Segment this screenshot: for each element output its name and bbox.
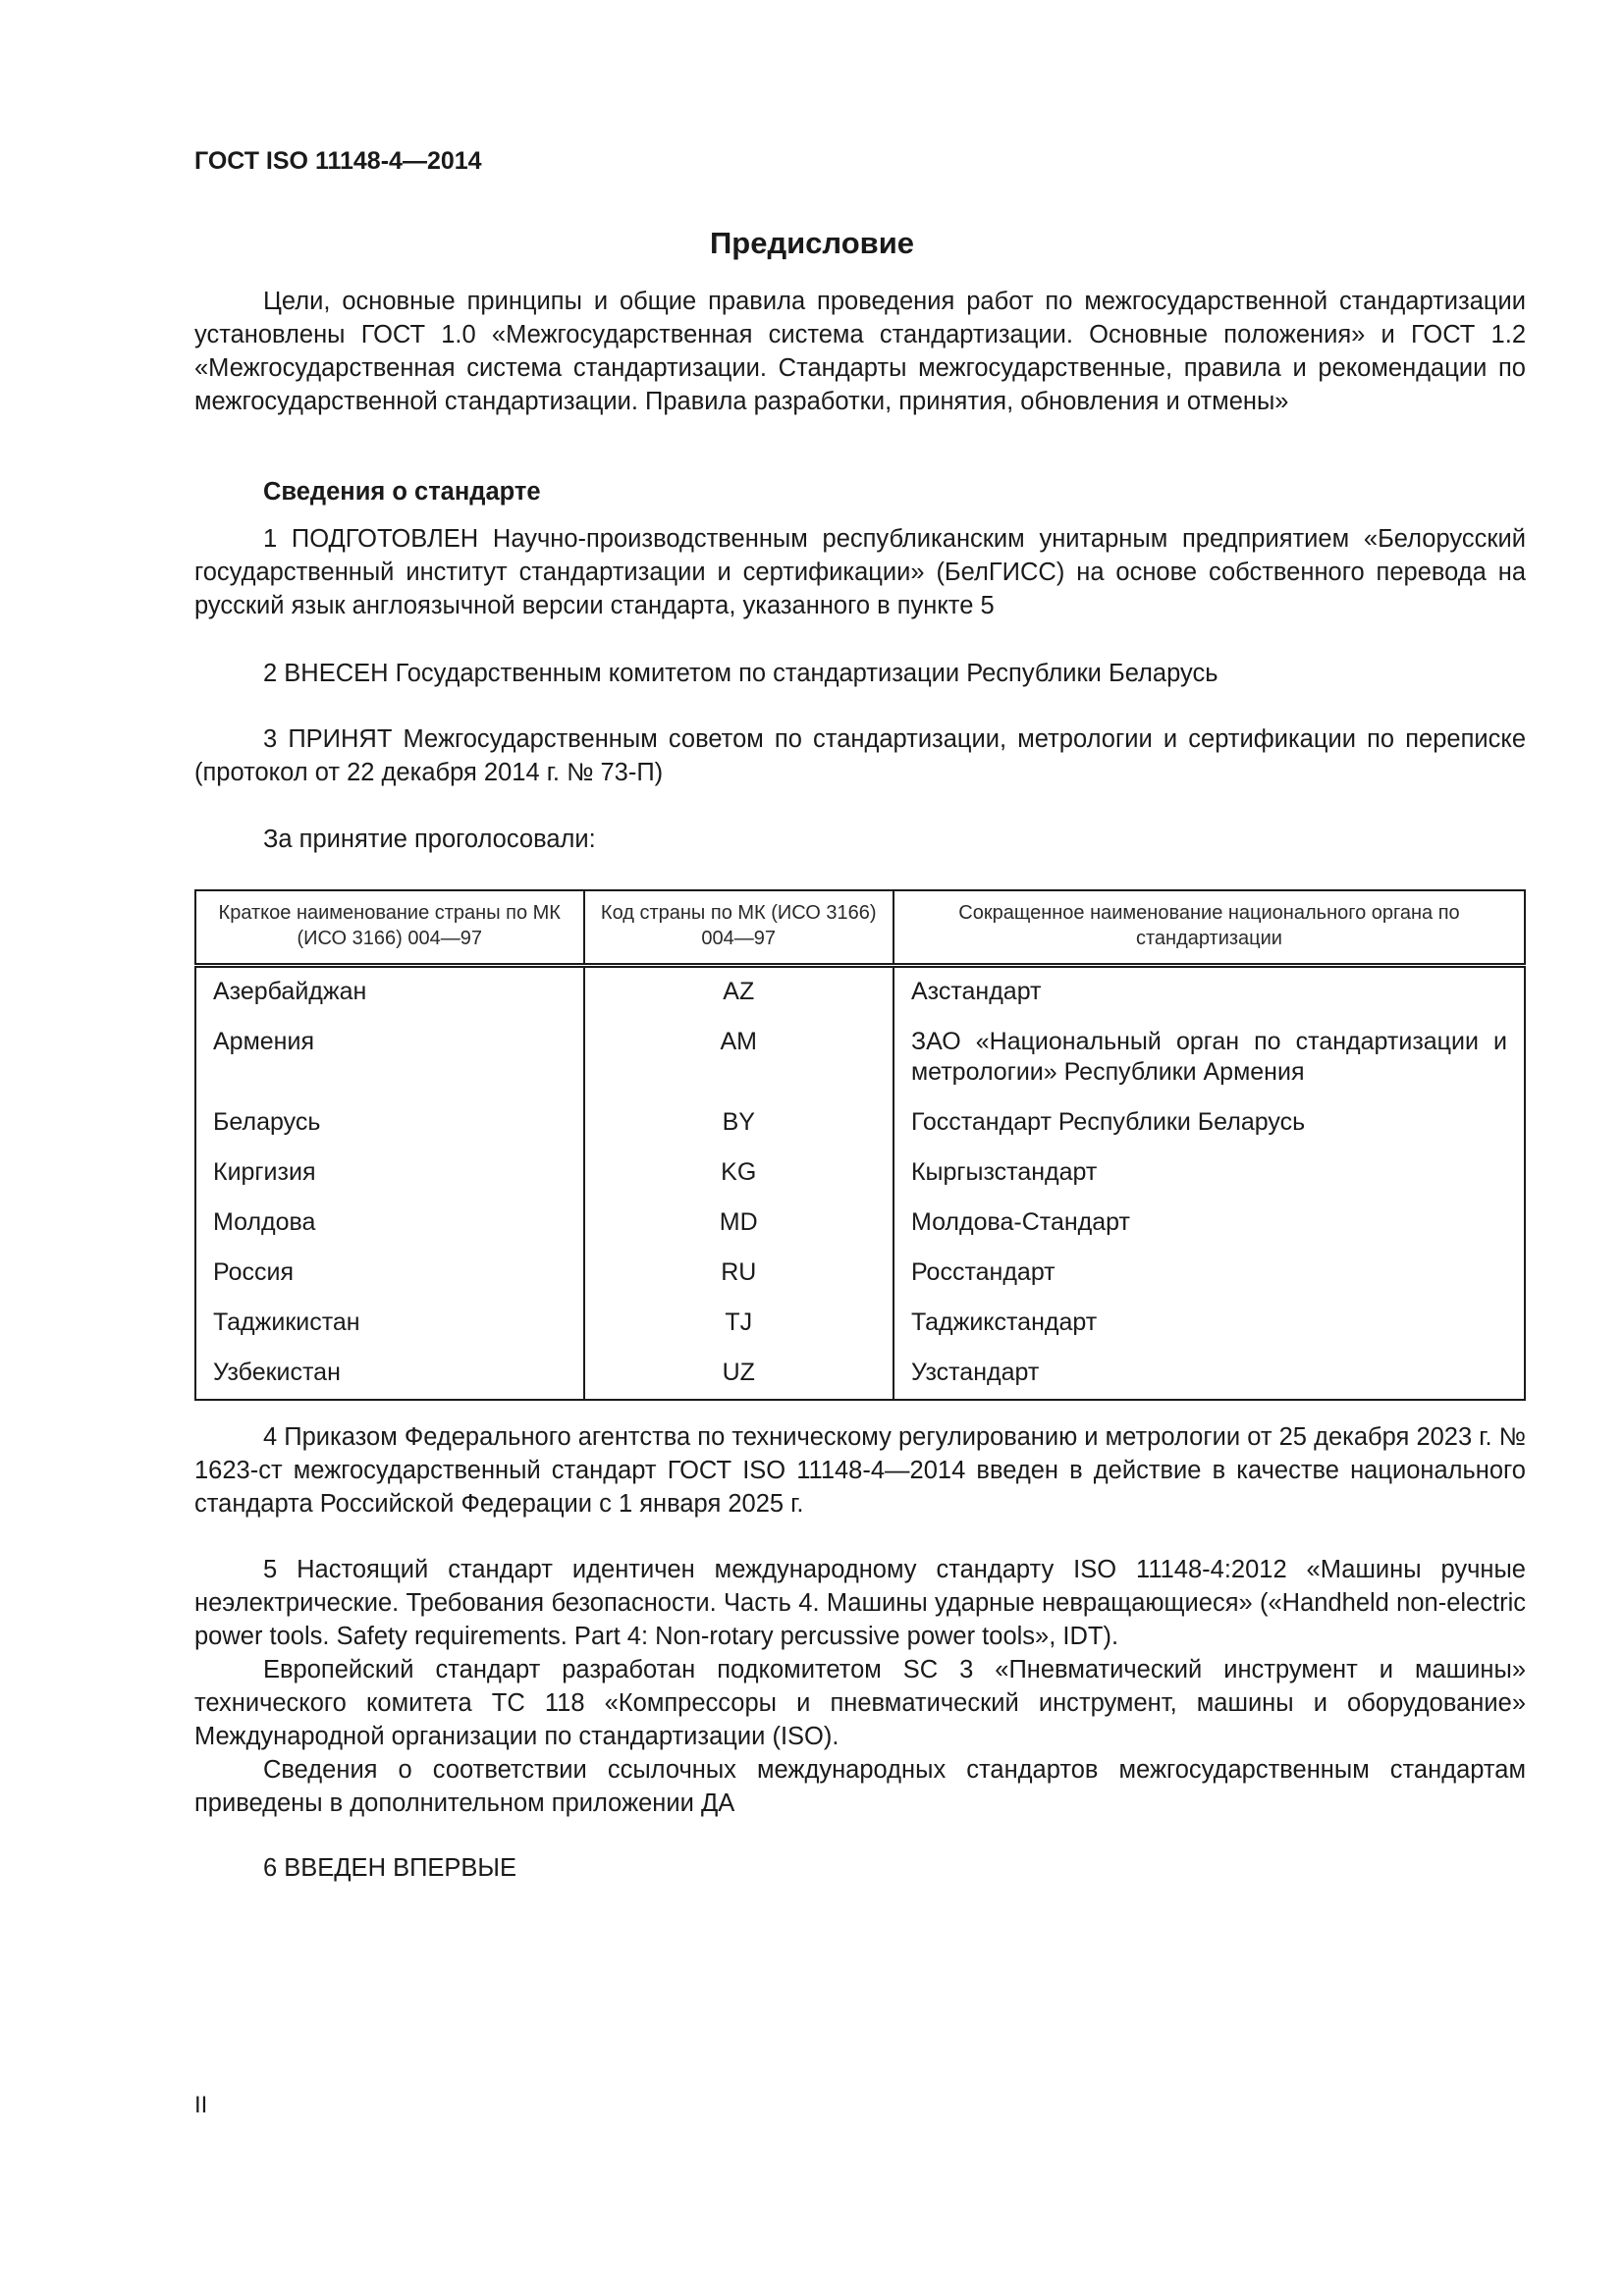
item-1: 1 ПОДГОТОВЛЕН Научно-производственным республиканским унитарным предприятием «Белорусский государственный институт стандартизации и сертификации» (БелГИСС) на основе собственного перевода на русский язык англоязычной версии стандарта, указанного в пункте 5 (194, 525, 1526, 619)
cell-country: Азербайджан (195, 966, 584, 1019)
cell-organization: Азстандарт (893, 966, 1525, 1019)
section-heading-block (194, 475, 1526, 508)
item-3: 3 ПРИНЯТ Межгосударственным советом по стандартизации, метрологии и сертификации по переписке (протокол от 22 декабря 2014 г. № 73-П) (194, 725, 1526, 786)
item-5-paragraph-3: Сведения о соответствии ссылочных международных стандартов межгосударственным стандартам приведены в дополнительном приложении ДА (194, 1756, 1526, 1817)
cell-country: Таджикистан (195, 1299, 584, 1349)
table-row (195, 1199, 1525, 1249)
cell-code: RU (584, 1249, 893, 1299)
item-6: 6 ВВЕДЕН ВПЕРВЫЕ (263, 1854, 517, 1882)
cell-code: TJ (584, 1299, 893, 1349)
cell-code: AZ (584, 966, 893, 1019)
column-header-code: Код страны по МК (ИСО 3166) 004—97 (584, 890, 893, 966)
cell-country: Армения (195, 1018, 584, 1098)
cell-country: Киргизия (195, 1148, 584, 1199)
cell-organization: Росстандарт (893, 1249, 1525, 1299)
table-row (195, 1349, 1525, 1400)
vote-intro: За принятие проголосовали: (263, 826, 596, 853)
section-heading: Сведения о стандарте (263, 478, 541, 506)
item-3-block (194, 722, 1526, 789)
cell-organization: Таджикстандарт (893, 1299, 1525, 1349)
cell-code: AM (584, 1018, 893, 1098)
item-2-block (194, 657, 1526, 690)
cell-code: MD (584, 1199, 893, 1249)
table-row (195, 1018, 1525, 1098)
item-4-block (194, 1420, 1526, 1521)
table-row (195, 1148, 1525, 1199)
item-5-block (194, 1553, 1526, 1820)
page-number: II (194, 2092, 208, 2118)
cell-organization: Узстандарт (893, 1349, 1525, 1400)
voting-table (194, 889, 1526, 1401)
item-5-paragraph-2: Европейский стандарт разработан подкомитетом SC 3 «Пневматический инструмент и машины» технического комитета TC 118 «Компрессоры и пневматический инструмент, машины и оборудование» Международной организации по стандартизации (ISO). (194, 1656, 1526, 1750)
cell-organization: Кыргызстандарт (893, 1148, 1525, 1199)
cell-organization: Молдова-Стандарт (893, 1199, 1525, 1249)
cell-country: Беларусь (195, 1098, 584, 1148)
cell-organization: ЗАО «Национальный орган по стандартизации и метрологии» Республики Армения (893, 1018, 1525, 1098)
item-4: 4 Приказом Федерального агентства по техническому регулированию и метрологии от 25 декабря 2023 г. № 1623-ст межгосударственный стандарт ГОСТ ISO 11148-4—2014 введен в действие в качестве национального стандарта Российской Федерации с 1 января 2025 г. (194, 1423, 1526, 1518)
vote-intro-block (194, 823, 1526, 856)
cell-code: UZ (584, 1349, 893, 1400)
item-5-paragraph-1: 5 Настоящий стандарт идентичен международному стандарту ISO 11148-4:2012 «Машины ручные неэлектрические. Требования безопасности. Часть 4. Машины ударные невращающиеся» («Handheld non-electric power tools. Safety requirements. Part 4: Non-rotary percussive power tools», IDT). (194, 1556, 1526, 1650)
cell-country: Узбекистан (195, 1349, 584, 1400)
item-2: 2 ВНЕСЕН Государственным комитетом по стандартизации Республики Беларусь (263, 660, 1218, 687)
document-code: ГОСТ ISO 11148-4—2014 (194, 147, 482, 175)
column-header-country: Краткое наименование страны по МК (ИСО 3166) 004—97 (195, 890, 584, 966)
table-row (195, 1098, 1525, 1148)
table-header-row (195, 890, 1525, 966)
table-row (195, 1249, 1525, 1299)
intro-paragraph: Цели, основные принципы и общие правила проведения работ по межгосударственной стандартизации установлены ГОСТ 1.0 «Межгосударственная система стандартизации. Основные положения» и ГОСТ 1.2 «Межгосударственная система стандартизации. Стандарты межгосударственные, правила и рекомендации по межгосударственной стандартизации. Правила разработки, принятия, обновления и отмены» (194, 288, 1526, 415)
cell-code: BY (584, 1098, 893, 1148)
item-6-block (194, 1851, 1526, 1885)
page-title: Предисловие (709, 226, 914, 260)
column-header-organization: Сокращенное наименование национального органа по стандартизации (893, 890, 1525, 966)
intro-block (194, 285, 1526, 418)
item-1-block (194, 522, 1526, 622)
cell-country: Россия (195, 1249, 584, 1299)
cell-code: KG (584, 1148, 893, 1199)
cell-country: Молдова (195, 1199, 584, 1249)
voting-table-wrap (194, 889, 1526, 1401)
table-row (195, 1299, 1525, 1349)
cell-organization: Госстандарт Республики Беларусь (893, 1098, 1525, 1148)
table-row (195, 966, 1525, 1019)
